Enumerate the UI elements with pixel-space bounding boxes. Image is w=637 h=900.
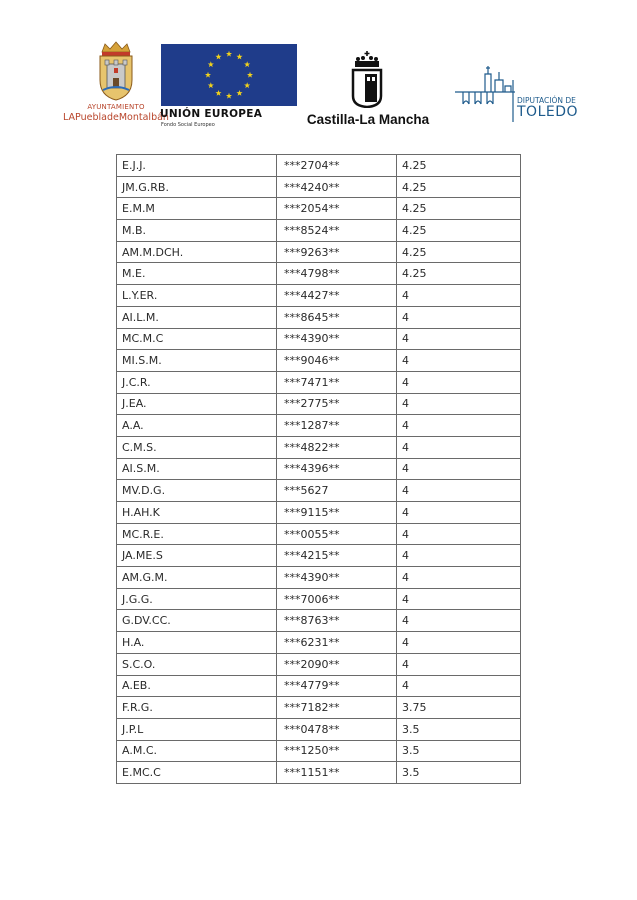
eu-star-icon	[208, 82, 214, 88]
eu-star-icon	[244, 61, 250, 67]
id-cell: ***7182**	[277, 697, 397, 719]
initials-cell: MC.R.E.	[117, 523, 277, 545]
score-cell: 4	[397, 393, 521, 415]
crest-icon	[93, 40, 139, 102]
table-row	[117, 306, 521, 328]
ayuntamiento-name: LAPuebladeMontalbán	[63, 112, 169, 123]
initials-cell: J.P.L	[117, 718, 277, 740]
table-row	[117, 740, 521, 762]
scores-table	[116, 154, 521, 784]
id-cell: ***5627	[277, 480, 397, 502]
table-row	[117, 220, 521, 242]
initials-cell: F.R.G.	[117, 697, 277, 719]
initials-cell: A.EB.	[117, 675, 277, 697]
score-cell: 4	[397, 328, 521, 350]
id-cell: ***2090**	[277, 653, 397, 675]
initials-cell: AI.L.M.	[117, 306, 277, 328]
id-cell: ***4390**	[277, 328, 397, 350]
initials-cell: H.AH.K	[117, 502, 277, 524]
score-cell: 4	[397, 588, 521, 610]
initials-cell: AM.M.DCH.	[117, 241, 277, 263]
initials-cell: M.E.	[117, 263, 277, 285]
id-cell: ***7006**	[277, 588, 397, 610]
table-row	[117, 350, 521, 372]
table-row	[117, 415, 521, 437]
table-row	[117, 241, 521, 263]
table-row	[117, 480, 521, 502]
table-row	[117, 653, 521, 675]
eu-star-icon	[215, 54, 221, 60]
score-cell: 4.25	[397, 198, 521, 220]
table-row	[117, 632, 521, 654]
id-cell: ***7471**	[277, 371, 397, 393]
id-cell: ***8763**	[277, 610, 397, 632]
id-cell: ***6231**	[277, 632, 397, 654]
table-row	[117, 155, 521, 177]
eu-star-icon	[205, 72, 211, 78]
table-row	[117, 176, 521, 198]
diputacion-line1: DIPUTACIÓN DE	[517, 96, 576, 105]
initials-cell: AI.S.M.	[117, 458, 277, 480]
score-cell: 4	[397, 436, 521, 458]
id-cell: ***0055**	[277, 523, 397, 545]
table-row	[117, 436, 521, 458]
eu-star-icon	[236, 54, 242, 60]
table-row	[117, 393, 521, 415]
id-cell: ***2704**	[277, 155, 397, 177]
id-cell: ***4215**	[277, 545, 397, 567]
eu-star-icon	[244, 82, 250, 88]
id-cell: ***4240**	[277, 176, 397, 198]
table-row	[117, 545, 521, 567]
initials-cell: JA.ME.S	[117, 545, 277, 567]
eu-star-icon	[226, 93, 232, 99]
id-cell: ***2054**	[277, 198, 397, 220]
castle-crest-icon	[350, 50, 384, 108]
table-row	[117, 458, 521, 480]
id-cell: ***0478**	[277, 718, 397, 740]
initials-cell: L.Y.ER.	[117, 285, 277, 307]
initials-cell: J.EA.	[117, 393, 277, 415]
document-header	[0, 0, 637, 140]
table-row	[117, 523, 521, 545]
id-cell: ***4798**	[277, 263, 397, 285]
eu-title: UNIÓN EUROPEA	[160, 108, 263, 120]
table-row	[117, 198, 521, 220]
score-cell: 4	[397, 675, 521, 697]
initials-cell: M.B.	[117, 220, 277, 242]
eu-star-icon	[208, 61, 214, 67]
diputacion-line2: TOLEDO	[517, 104, 579, 120]
table-row	[117, 567, 521, 589]
initials-cell: E.M.M	[117, 198, 277, 220]
castilla-la-mancha-logo	[306, 50, 436, 130]
score-cell: 4	[397, 632, 521, 654]
eu-star-icon	[247, 72, 253, 78]
id-cell: ***9115**	[277, 502, 397, 524]
id-cell: ***4779**	[277, 675, 397, 697]
id-cell: ***4396**	[277, 458, 397, 480]
table-body	[117, 155, 521, 784]
score-cell: 4	[397, 523, 521, 545]
score-cell: 4.25	[397, 176, 521, 198]
score-cell: 4	[397, 653, 521, 675]
score-cell: 4	[397, 567, 521, 589]
id-cell: ***8645**	[277, 306, 397, 328]
table-row	[117, 675, 521, 697]
table-row	[117, 697, 521, 719]
score-cell: 4.25	[397, 220, 521, 242]
score-cell: 4	[397, 502, 521, 524]
table-row	[117, 588, 521, 610]
score-cell: 4	[397, 415, 521, 437]
initials-cell: A.A.	[117, 415, 277, 437]
ayuntamiento-logo	[60, 40, 172, 130]
eu-flag-icon	[161, 44, 297, 106]
score-cell: 3.5	[397, 762, 521, 784]
eu-subtitle: Fondo Social Europeo	[161, 122, 215, 128]
ayuntamiento-label: AYUNTAMIENTO	[87, 103, 145, 111]
score-cell: 4	[397, 545, 521, 567]
score-cell: 3.5	[397, 718, 521, 740]
score-cell: 4	[397, 371, 521, 393]
eu-star-icon	[215, 90, 221, 96]
initials-cell: C.M.S.	[117, 436, 277, 458]
table-row	[117, 328, 521, 350]
initials-cell: MC.M.C	[117, 328, 277, 350]
score-cell: 4.25	[397, 263, 521, 285]
initials-cell: S.C.O.	[117, 653, 277, 675]
id-cell: ***9263**	[277, 241, 397, 263]
score-cell: 4	[397, 350, 521, 372]
id-cell: ***8524**	[277, 220, 397, 242]
initials-cell: H.A.	[117, 632, 277, 654]
table-row	[117, 263, 521, 285]
id-cell: ***4822**	[277, 436, 397, 458]
score-cell: 3.5	[397, 740, 521, 762]
table-row	[117, 610, 521, 632]
id-cell: ***1151**	[277, 762, 397, 784]
castilla-la-mancha-name: Castilla-La Mancha	[306, 112, 430, 127]
score-cell: 4	[397, 285, 521, 307]
eu-star-icon	[226, 51, 232, 57]
score-cell: 4	[397, 458, 521, 480]
eu-logo	[161, 44, 299, 134]
initials-cell: AM.G.M.	[117, 567, 277, 589]
id-cell: ***4427**	[277, 285, 397, 307]
id-cell: ***9046**	[277, 350, 397, 372]
score-cell: 4.25	[397, 241, 521, 263]
diputacion-toledo-logo	[455, 60, 585, 130]
initials-cell: E.MC.C	[117, 762, 277, 784]
eu-star-icon	[236, 90, 242, 96]
score-cell: 4	[397, 306, 521, 328]
table-row	[117, 502, 521, 524]
initials-cell: A.M.C.	[117, 740, 277, 762]
score-cell: 3.75	[397, 697, 521, 719]
initials-cell: JM.G.RB.	[117, 176, 277, 198]
id-cell: ***2775**	[277, 393, 397, 415]
initials-cell: MI.S.M.	[117, 350, 277, 372]
initials-cell: MV.D.G.	[117, 480, 277, 502]
initials-cell: G.DV.CC.	[117, 610, 277, 632]
id-cell: ***1250**	[277, 740, 397, 762]
initials-cell: E.J.J.	[117, 155, 277, 177]
initials-cell: J.C.R.	[117, 371, 277, 393]
score-cell: 4.25	[397, 155, 521, 177]
table-row	[117, 371, 521, 393]
table-row	[117, 718, 521, 740]
table-row	[117, 285, 521, 307]
score-cell: 4	[397, 480, 521, 502]
id-cell: ***1287**	[277, 415, 397, 437]
table-row	[117, 762, 521, 784]
score-cell: 4	[397, 610, 521, 632]
id-cell: ***4390**	[277, 567, 397, 589]
initials-cell: J.G.G.	[117, 588, 277, 610]
